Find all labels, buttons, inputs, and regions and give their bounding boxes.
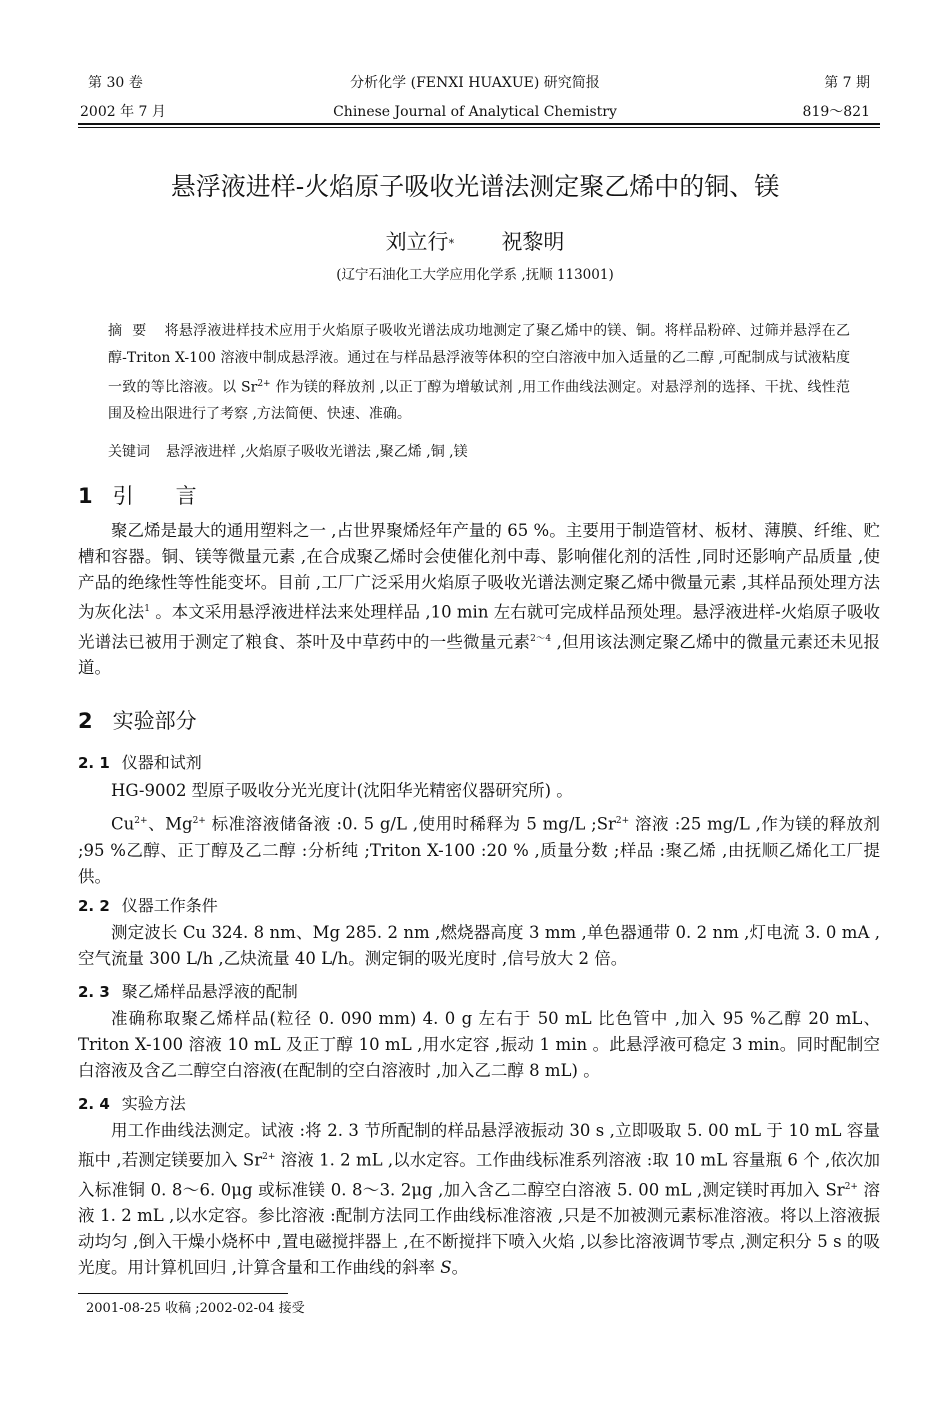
subsection-2-4-paragraph <box>78 1118 880 1281</box>
charge-sup-1: 2+ <box>134 816 148 826</box>
section-1-paragraph <box>78 518 880 681</box>
keywords-text: 悬浮液进样 ,火焰原子吸收光谱法 ,聚乙烯 ,铜 ,镁 <box>166 444 468 460</box>
charge-sup-3: 2+ <box>615 816 630 826</box>
subsection-2-1-paragraph-1: HG-9002 型原子吸收分光光度计(沈阳华光精密仪器研究所) 。 <box>111 781 573 800</box>
subsection-2-2-paragraph: 测定波长 Cu 324. 8 nm、Mg 285. 2 nm ,燃烧器高度 3 mm ,单色器通带 0. 2 nm ,灯电流 3. 0 mA ,空气流量 300 L/h ,乙炔流量 40 L/h。测定铜的吸光度时 ,信号放大 2 倍。 <box>78 923 880 968</box>
reagent-text-c: 标准溶液储备液 :0. 5 g/L ,使用时稀释为 5 mg/L ;Sr <box>205 814 616 834</box>
section-1-number: 1 <box>78 484 93 508</box>
header-journal-en: Chinese Journal of Analytical Chemistry <box>333 104 617 120</box>
intro-text-a: 聚乙烯是最大的通用塑料之一 ,占世界聚烯烃年产量的 65 %。主要用于制造管材、板材、薄膜、纤维、贮槽和容器。铜、镁等微量元素 ,在合成聚乙烯时会使催化剂中毒、影响催化剂的活性 ,同时还影响产品质量 ,使产品的绝缘性等性能变坏。目前 ,工厂广泛采用火焰原子吸收光谱法测定聚乙烯中微量元素 ,其样品预处理方法为灰化法 <box>78 521 880 622</box>
reagent-text-a: Cu <box>111 814 135 834</box>
slope-symbol: S <box>440 1258 452 1277</box>
subsection-2-1-title: 仪器和试剂 <box>121 753 202 772</box>
received-date: 2001-08-25 收稿 ;2002-02-04 接受 <box>86 1301 305 1316</box>
section-2-heading <box>78 706 197 736</box>
author-1: 刘立行 <box>385 230 449 254</box>
reagent-text-d: 溶液 :25 mg/L ,作为镁的释放剂 ;95 %乙醇、正丁醇及乙二醇 :分析纯 ;Triton X-100 :20 % ,质量分数 ;样品 :聚乙烯 ,由抚顺乙烯化工厂提供。 <box>78 814 880 886</box>
subsection-2-4-title: 实验方法 <box>121 1094 186 1113</box>
section-1-heading <box>78 481 197 511</box>
abstract-sup: 2+ <box>257 379 271 389</box>
method-text-end: 。 <box>451 1258 469 1277</box>
header-volume: 第 30 卷 <box>88 75 143 91</box>
section-2-number: 2 <box>78 709 93 733</box>
author-2: 祝黎明 <box>501 230 565 254</box>
method-text-c: 溶液 1. 2 mL ,以水定容。参比溶液 :配制方法同工作曲线标准溶液 ,只是不加被测元素标准溶液。将以上溶液振动均匀 ,倒入干燥小烧杯中 ,置电磁搅拌器上 ,在不断搅拌下喷入火焰 ,以参比溶液调节零点 ,测定积分 5 s 的吸光度。用计算机回归 ,计算含量和工作曲线的斜率 <box>78 1180 880 1277</box>
subsection-2-3-title: 聚乙烯样品悬浮液的配制 <box>121 982 298 1001</box>
citation-1: 1 <box>144 604 150 614</box>
subsection-2-4-heading <box>78 1091 186 1117</box>
authors <box>0 227 950 257</box>
citation-2-4: 2～4 <box>530 633 552 644</box>
header-journal-cn: 分析化学 (FENXI HUAXUE) 研究简报 <box>350 75 600 91</box>
subsection-2-3-number: 2. 3 <box>78 983 110 1001</box>
header-pages: 819～821 <box>802 104 870 120</box>
paper-title: 悬浮液进样-火焰原子吸收光谱法测定聚乙烯中的铜、镁 <box>170 172 780 201</box>
keywords <box>108 440 850 464</box>
subsection-2-1-paragraph-2 <box>78 808 880 890</box>
header-date: 2002 年 7 月 <box>80 104 166 120</box>
header-issue: 第 7 期 <box>824 75 870 91</box>
keywords-label: 关键词 <box>108 444 150 460</box>
subsection-2-2-title: 仪器工作条件 <box>121 896 218 915</box>
charge-sup-4: 2+ <box>262 1152 276 1162</box>
subsection-2-3-heading <box>78 979 298 1005</box>
abstract <box>108 318 850 428</box>
header-rule-thick <box>78 123 880 125</box>
charge-sup-5: 2+ <box>844 1181 858 1192</box>
charge-sup-2: 2+ <box>192 816 206 826</box>
abstract-text-1: 将悬浮液进样技术应用于火焰原子吸收光谱法成功地测定了聚乙烯中的镁、铜。将样品粉碎、过筛并悬浮在乙醇-Triton X-100 溶液中制成悬浮液。通过在与样品悬浮液等体积的空白溶液中加入适量的乙二醇 ,可配制成与试液粘度一致的等比溶液。以 Sr <box>108 323 851 396</box>
subsection-2-1-heading <box>78 750 202 776</box>
subsection-2-3-paragraph: 准确称取聚乙烯样品(粒径 0. 090 mm) 4. 0 g 左右于 50 mL 比色管中 ,加入 95 %乙醇 20 mL、Triton X-100 溶液 10 mL 及正丁醇 10 mL ,用水定容 ,振动 1 min 。此悬浮液可稳定 3 min。同时配制空白溶液及含乙二醇空白溶液(在配制的空白溶液时 ,加入乙二醇 8 mL) 。 <box>78 1009 880 1080</box>
subsection-2-2-heading <box>78 893 218 919</box>
section-2-title: 实验部分 <box>112 709 197 733</box>
subsection-2-2-number: 2. 2 <box>78 897 110 915</box>
footnote-rule <box>78 1293 288 1294</box>
abstract-label: 摘要 <box>108 323 157 339</box>
method-text-a: 用工作曲线法测定。试液 :将 2. 3 节所配制的样品悬浮液振动 30 s ,立即吸取 5. 00 mL 于 10 mL 容量瓶中 ,若测定镁要加入 Sr <box>78 1121 880 1170</box>
section-1-title: 引 言 <box>112 484 197 508</box>
corresponding-mark: * <box>448 237 455 250</box>
abstract-text-2: 作为镁的释放剂 ,以正丁醇为增敏试剂 ,用工作曲线法测定。对悬浮剂的选择、干扰、线性范围及检出限进行了考察 ,方法简便、快速、准确。 <box>108 379 851 423</box>
affiliation: (辽宁石油化工大学应用化学系 ,抚顺 113001) <box>336 267 614 283</box>
intro-text-b: 。本文采用悬浮液进样法来处理样品 ,10 min 左右就可完成样品预处理。悬浮液进样-火焰原子吸收光谱法已被用于测定了粮食、茶叶及中草药中的一些微量元素 <box>78 602 880 651</box>
subsection-2-1-number: 2. 1 <box>78 754 110 772</box>
method-text-b: 溶液 1. 2 mL ,以水定容。工作曲线标准系列溶液 :取 10 mL 容量瓶 6 个 ,依次加入标准铜 0. 8～6. 0μg 或标准镁 0. 8～3. 2μg ,加入含乙二醇空白溶液 5. 00 mL ,测定镁时再加入 Sr <box>78 1150 880 1199</box>
intro-text-c: ,但用该法测定聚乙烯中的微量元素还未见报道。 <box>78 632 881 677</box>
subsection-2-4-number: 2. 4 <box>78 1095 110 1113</box>
reagent-text-b: 、Mg <box>147 814 193 834</box>
header-rule-thin <box>78 127 880 128</box>
